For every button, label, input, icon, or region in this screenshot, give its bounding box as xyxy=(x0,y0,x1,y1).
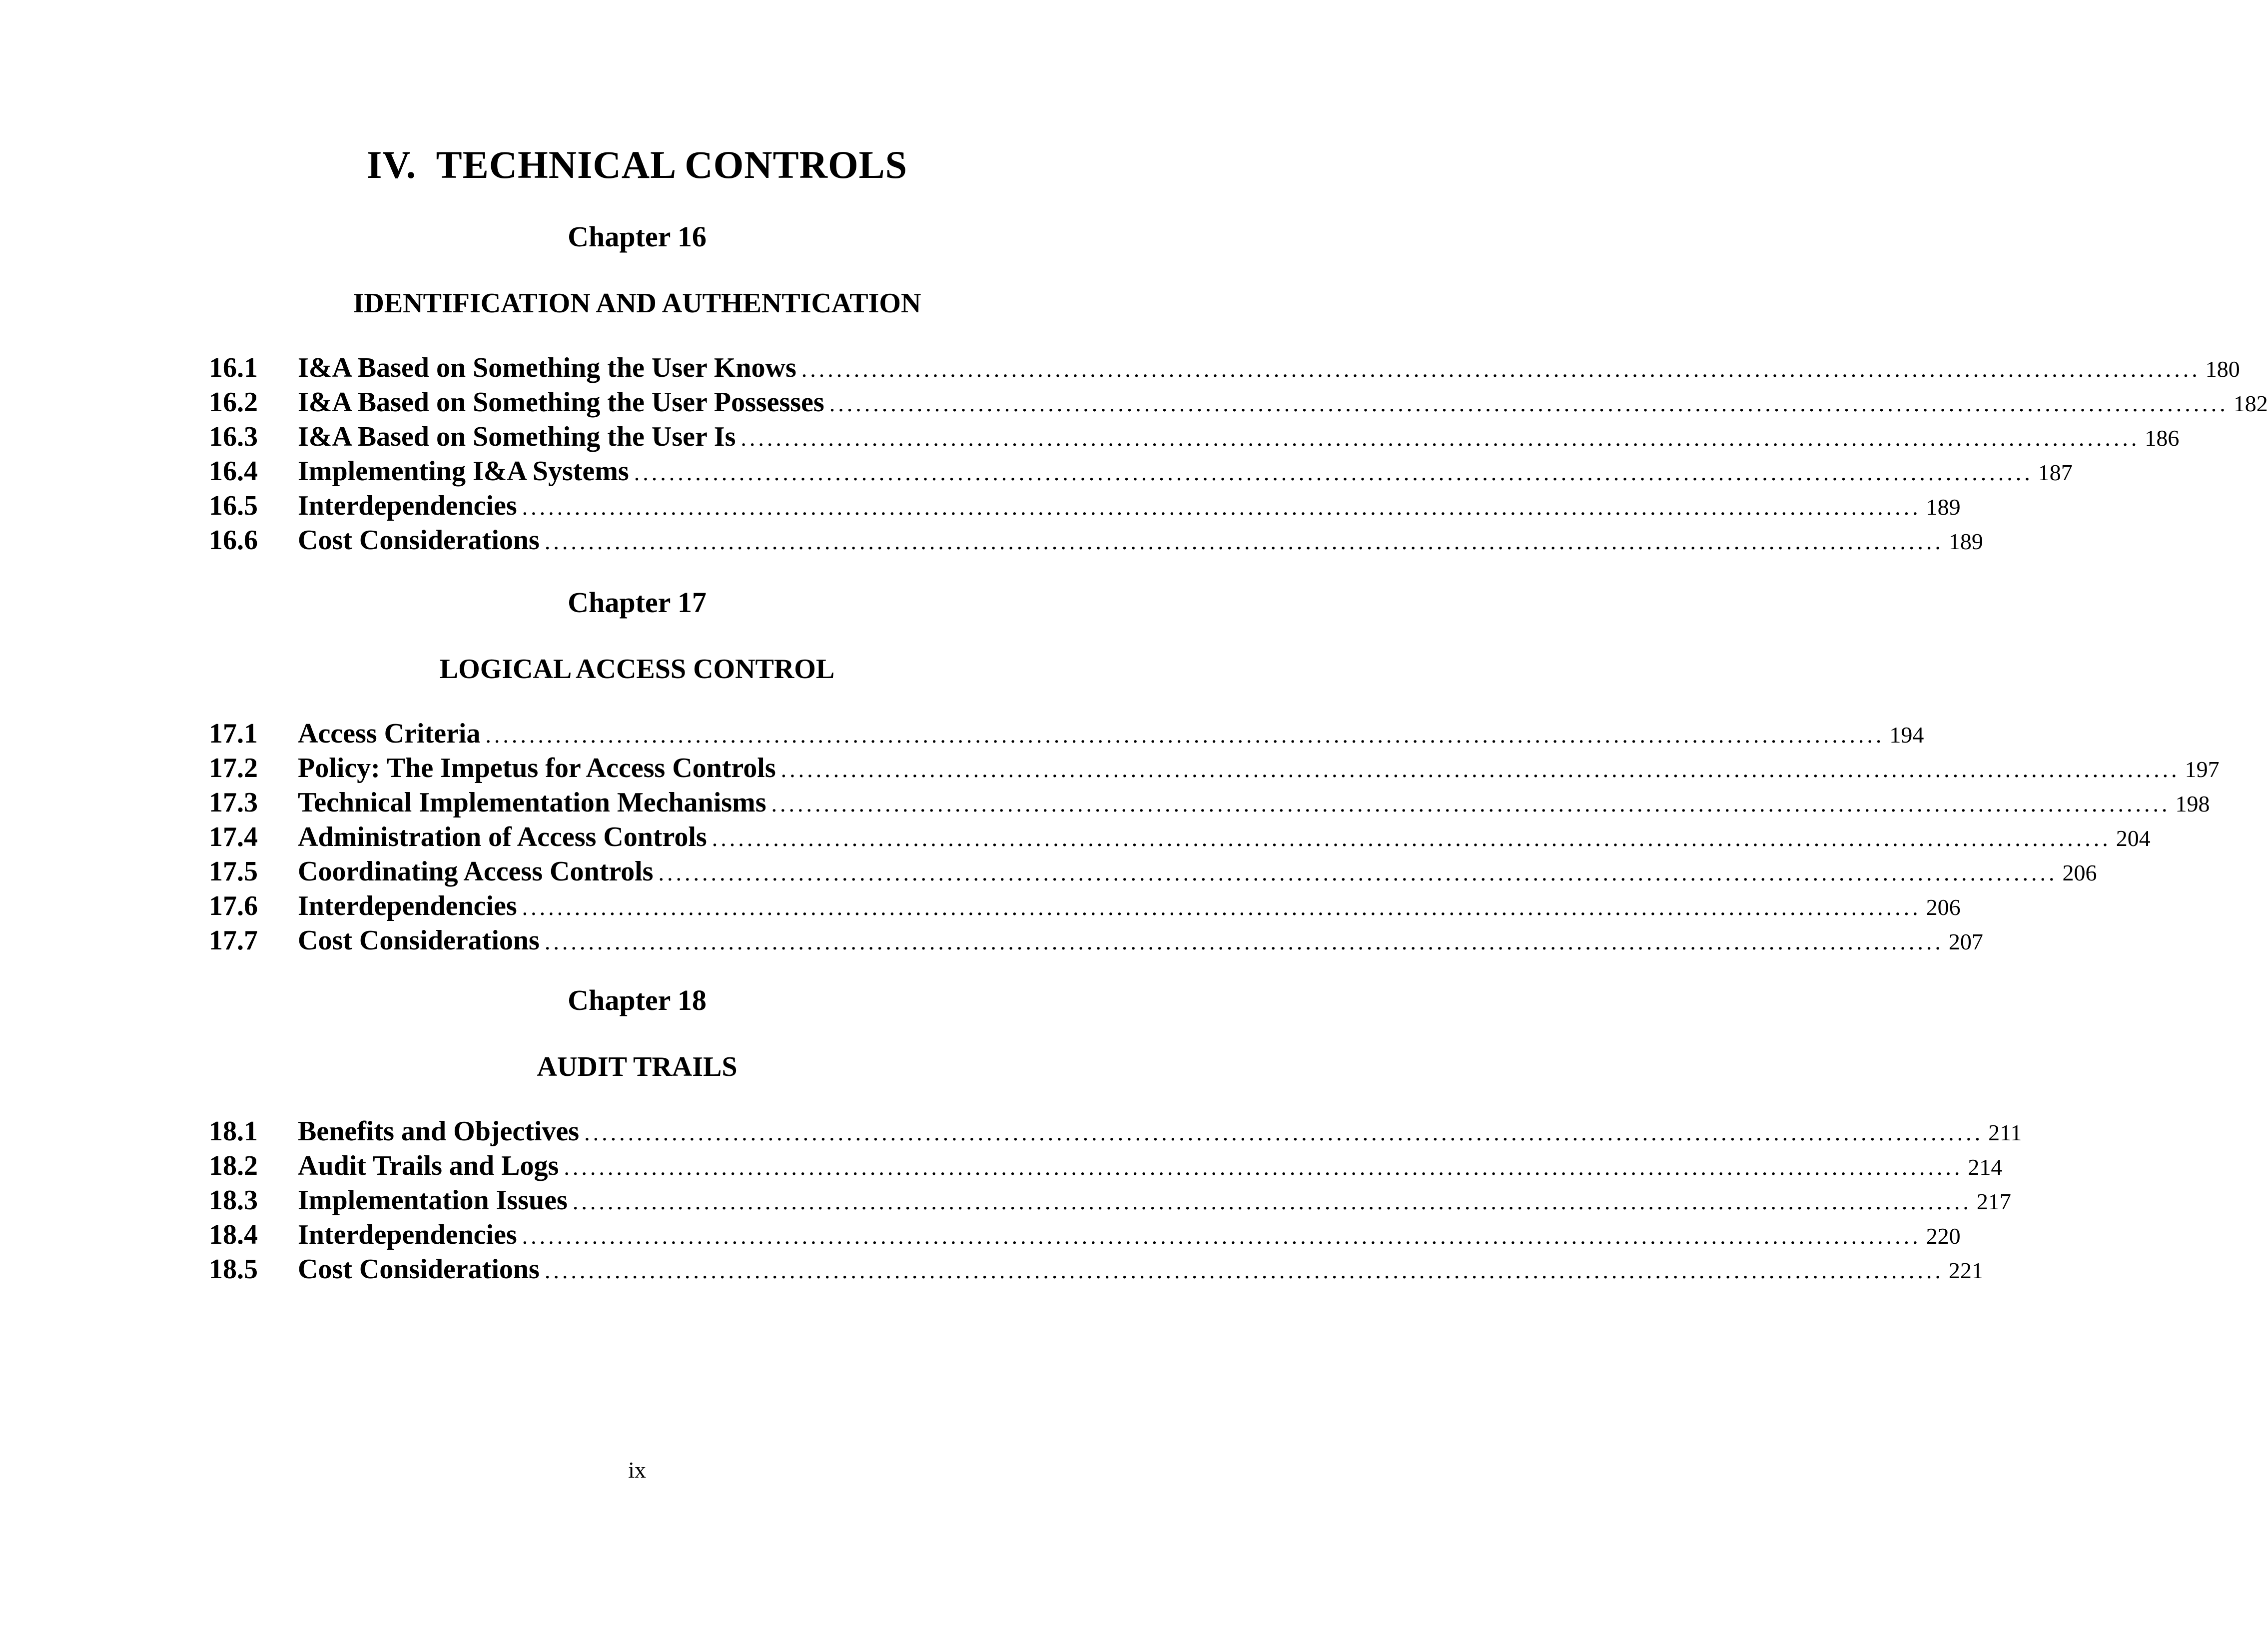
dot-leader: ................................................................................................................................................................ xyxy=(829,391,2229,416)
toc-entry[interactable] xyxy=(209,854,2097,889)
toc-entry[interactable] xyxy=(209,1218,1961,1252)
dot-leader: ................................................................................................................................................................ xyxy=(522,894,1921,920)
section-number: 18.1 xyxy=(209,1116,258,1147)
page-ref: 221 xyxy=(1948,1258,1983,1283)
page-ref: 189 xyxy=(1948,529,1983,554)
dot-leader: ................................................................................................................................................................ xyxy=(544,929,1944,954)
dot-leader: ................................................................................................................................................................ xyxy=(584,1120,1984,1145)
toc-entry[interactable] xyxy=(209,523,1983,558)
section-number: 16.6 xyxy=(209,525,258,556)
section-title: Policy: The Impetus for Access Controls xyxy=(298,753,776,784)
toc-entry[interactable] xyxy=(209,889,1961,923)
toc-entry[interactable] xyxy=(209,489,1961,523)
section-number: 17.4 xyxy=(209,822,258,852)
page-number: ix xyxy=(628,1457,646,1483)
page-ref: 189 xyxy=(1926,494,1961,520)
section-title: I&A Based on Something the User Knows xyxy=(298,352,796,383)
dot-leader: ................................................................................................................................................................ xyxy=(485,722,1885,748)
page-ref: 206 xyxy=(2062,860,2097,885)
toc-entry[interactable] xyxy=(209,1252,1983,1287)
section-title: I&A Based on Something the User Is xyxy=(298,421,736,452)
section-title: Access Criteria xyxy=(298,718,481,749)
section-number: 17.5 xyxy=(209,856,258,887)
section-title: Administration of Access Controls xyxy=(298,822,707,852)
page-ref: 211 xyxy=(1988,1120,2022,1145)
toc-entry[interactable] xyxy=(209,420,2180,454)
section-title: Interdependencies xyxy=(298,1219,517,1250)
chapter-name: IDENTIFICATION AND AUTHENTICATION xyxy=(353,288,921,319)
section-title: Audit Trails and Logs xyxy=(298,1150,559,1181)
section-number: 16.4 xyxy=(209,456,258,487)
section-title: Interdependencies xyxy=(298,890,517,921)
dot-leader: ................................................................................................................................................................ xyxy=(544,529,1944,554)
toc-entry[interactable] xyxy=(209,751,2220,786)
dot-leader: ................................................................................................................................................................ xyxy=(771,791,2171,817)
dot-leader: ................................................................................................................................................................ xyxy=(801,356,2201,382)
page-ref: 186 xyxy=(2145,425,2180,451)
dot-leader: ................................................................................................................................................................ xyxy=(522,1223,1921,1249)
chapter-label: Chapter 16 xyxy=(568,220,707,253)
section-number: 16.1 xyxy=(209,352,258,383)
chapter-label: Chapter 17 xyxy=(568,586,707,619)
toc-entry[interactable] xyxy=(209,351,2240,385)
section-title: Technical Implementation Mechanisms xyxy=(298,787,766,818)
section-title: Implementing I&A Systems xyxy=(298,456,629,487)
dot-leader: ................................................................................................................................................................ xyxy=(712,825,2111,851)
section-title: Cost Considerations xyxy=(298,1254,540,1285)
section-number: 17.1 xyxy=(209,718,258,749)
toc-entry-list xyxy=(209,717,2220,958)
section-number: 17.6 xyxy=(209,890,258,921)
toc-entry[interactable] xyxy=(209,1183,2011,1218)
toc-entry[interactable] xyxy=(209,923,1983,958)
section-number: 18.5 xyxy=(209,1254,258,1285)
dot-leader: ................................................................................................................................................................ xyxy=(658,860,2058,885)
section-title: Cost Considerations xyxy=(298,925,540,956)
section-number: 18.4 xyxy=(209,1219,258,1250)
page-ref: 187 xyxy=(2038,460,2073,485)
toc-entry-list xyxy=(209,351,2268,558)
page-ref: 182 xyxy=(2233,391,2268,416)
dot-leader: ................................................................................................................................................................ xyxy=(741,425,2140,451)
section-number: 16.2 xyxy=(209,387,258,418)
section-title: Coordinating Access Controls xyxy=(298,856,654,887)
toc-entry[interactable] xyxy=(209,786,2210,820)
dot-leader: ................................................................................................................................................................ xyxy=(634,460,2033,485)
toc-entry[interactable] xyxy=(209,820,2151,854)
dot-leader: ................................................................................................................................................................ xyxy=(564,1154,1963,1180)
section-number: 17.3 xyxy=(209,787,258,818)
toc-entry[interactable] xyxy=(209,385,2268,420)
section-title: Benefits and Objectives xyxy=(298,1116,580,1147)
page-ref: 204 xyxy=(2116,825,2151,851)
toc-entry[interactable] xyxy=(209,1114,2022,1149)
toc-entry[interactable] xyxy=(209,1149,2003,1183)
section-title: Cost Considerations xyxy=(298,525,540,556)
chapter-name: LOGICAL ACCESS CONTROL xyxy=(439,654,835,685)
page-ref: 180 xyxy=(2205,356,2240,382)
section-title: Implementation Issues xyxy=(298,1185,568,1216)
toc-entry-list xyxy=(209,1114,2022,1287)
page-ref: 206 xyxy=(1926,894,1961,920)
page-ref: 197 xyxy=(2185,757,2220,782)
part-title: IV. TECHNICAL CONTROLS xyxy=(366,143,908,186)
section-number: 17.2 xyxy=(209,753,258,784)
toc-entry[interactable] xyxy=(209,717,1924,751)
dot-leader: ................................................................................................................................................................ xyxy=(780,757,2180,782)
section-number: 18.3 xyxy=(209,1185,258,1216)
chapter-name: AUDIT TRAILS xyxy=(537,1051,738,1082)
dot-leader: ................................................................................................................................................................ xyxy=(572,1189,1972,1214)
page-ref: 198 xyxy=(2175,791,2210,817)
page-ref: 214 xyxy=(1968,1154,2003,1180)
section-number: 18.2 xyxy=(209,1150,258,1181)
chapter-label: Chapter 18 xyxy=(568,984,707,1016)
section-title: Interdependencies xyxy=(298,490,517,521)
page-ref: 217 xyxy=(1976,1189,2011,1214)
page-ref: 194 xyxy=(1889,722,1924,748)
dot-leader: ................................................................................................................................................................ xyxy=(522,494,1921,520)
page-ref: 220 xyxy=(1926,1223,1961,1249)
section-number: 16.3 xyxy=(209,421,258,452)
dot-leader: ................................................................................................................................................................ xyxy=(544,1258,1944,1283)
section-number: 16.5 xyxy=(209,490,258,521)
section-number: 17.7 xyxy=(209,925,258,956)
section-title: I&A Based on Something the User Possesses xyxy=(298,387,824,418)
toc-entry[interactable] xyxy=(209,454,2073,489)
page-ref: 207 xyxy=(1948,929,1983,954)
